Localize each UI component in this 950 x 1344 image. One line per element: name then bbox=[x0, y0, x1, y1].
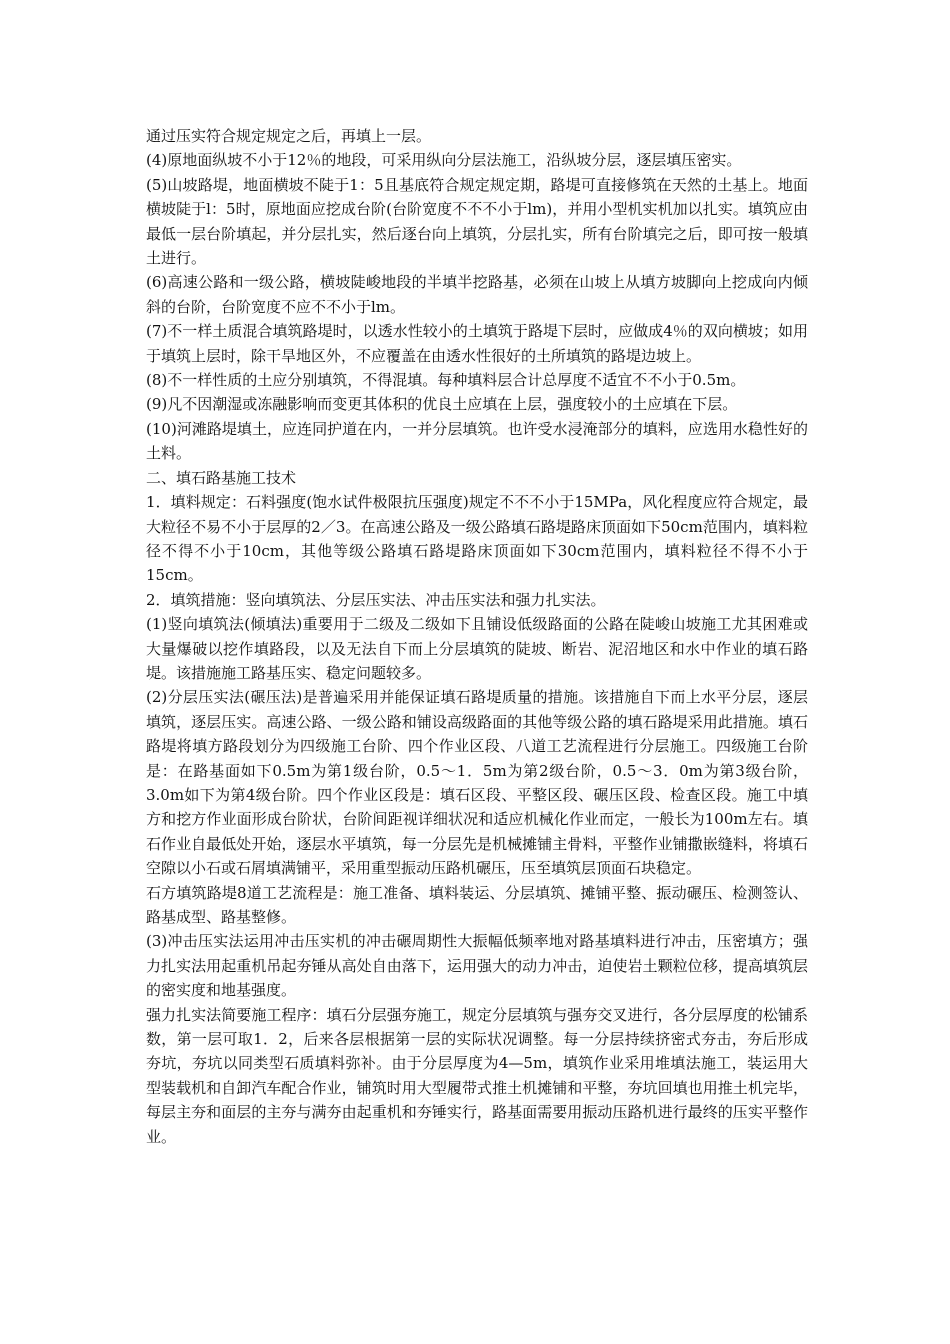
paragraph-compaction-procedure: 强力扎实法简要施工程序：填石分层强夯施工，规定分层填筑与强夯交叉进行，各分层厚度的松铺系数，第一层可取1．2，后来各层根据第一层的实际状况调整。每一分层持续挤密式夯击，夯后形成夯坑，夯坑以同类型石质填料弥补。由于分层厚度为4—5m，填筑作业采用堆填法施工，装运用大型装载机和自卸汽车配合作业，铺筑时用大型履带式推土机摊铺和平整，夯坑回填也用推土机完毕，每层主夯和面层的主夯与满夯由起重机和夯锤实行，路基面需要用振动压路机进行最终的压实平整作业。 bbox=[146, 1005, 808, 1146]
paragraph-item-7: (7)不一样土质混合填筑路堤时，以透水性较小的土填筑于路堤下层时，应做成4％的双向横坡；如用于填筑上层时，除干旱地区外，不应覆盖在由透水性很好的土所填筑的路堤边坡上。 bbox=[146, 322, 808, 365]
paragraph-continuation: 通过压实符合规定规定之后，再填上一层。 bbox=[146, 127, 432, 145]
paragraph-item-5: (5)山坡路堤，地面横坡不陡于1：5且基底符合规定规定期，路堤可直接修筑在天然的土基上。地面横坡陡于l：5时，原地面应挖成台阶(台阶宽度不不不小于lm)，并用小型机实机加以扎实。填筑应由最低一层台阶填起，并分层扎实，然后逐台向上填筑，分层扎实，所有台阶填完之后，即可按一般填土进行。 bbox=[146, 175, 808, 268]
paragraph-item-10: (10)河滩路堤填土，应连同护道在内，一并分层填筑。也许受水浸淹部分的填料，应选用水稳性好的土料。 bbox=[146, 419, 808, 463]
paragraph-process-flow: 石方填筑路堤8道工艺流程是：施工准备、填料装运、分层填筑、摊铺平整、振动碾压、检测签认、路基成型、路基整修。 bbox=[146, 883, 808, 926]
paragraph-item-6: (6)高速公路和一级公路，横坡陡峻地段的半填半挖路基，必须在山坡上从填方坡脚向上挖成向内倾斜的台阶，台阶宽度不应不不小于lm。 bbox=[146, 273, 808, 316]
paragraph-item-9: (9)凡不因潮湿或冻融影响而变更其体积的优良土应填在上层，强度较小的土应填在下层。 bbox=[146, 395, 738, 414]
paragraph-fill-methods: 2．填筑措施：竖向填筑法、分层压实法、冲击压实法和强力扎实法。 bbox=[146, 590, 606, 609]
paragraph-method-3: (3)冲击压实法运用冲击压实机的冲击碾周期性大振幅低频率地对路基填料进行冲击，压密填方；强力扎实法用起重机吊起夯锤从高处自由落下，运用强大的动力冲击，迫使岩土颗粒位移，提高填筑层的密实度和地基强度。 bbox=[146, 932, 808, 1000]
paragraph-fill-requirements: 1．填料规定：石料强度(饱水试件极限抗压强度)规定不不不小于15MPa，风化程度应符合规定，最大粒径不易不小于层厚的2／3。在高速公路及一级公路填石路堤路床顶面如下50cm范围内，填料粒径不得不小于10cm，其他等级公路填石路堤路床顶面如下30cm范围内，填料粒径不得不小于15cm。 bbox=[146, 493, 808, 585]
paragraph-item-8: (8)不一样性质的土应分别填筑，不得混填。每种填料层合计总厚度不适宜不不小于0.5m。 bbox=[146, 371, 746, 390]
paragraph-method-1: (1)竖向填筑法(倾填法)重要用于二级及二级如下且铺设低级路面的公路在陡峻山坡施工尤其困难或大量爆破以挖作填路段，以及无法自下而上分层填筑的陡坡、断岩、泥沼地区和水中作业的填石路堤。该措施施工路基压实、稳定问题较多。 bbox=[146, 615, 808, 682]
paragraph-method-2: (2)分层压实法(碾压法)是普遍采用并能保证填石路堤质量的措施。该措施自下而上水平分层，逐层填筑，逐层压实。高速公路、一级公路和铺设高级路面的其他等级公路的填石路堤采用此措施。填石路堤将填方路段划分为四级施工台阶、四个作业区段、八道工艺流程进行分层施工。四级施工台阶是：在路基面如下0.5m为第1级台阶，0.5～1．5m为第2级台阶，0.5～3．0m为第3级台阶，3.0m如下为第4级台阶。四个作业区段是：填石区段、平整区段、碾压区段、检查区段。施工中填方和挖方作业面形成台阶状，台阶间距视详细状况和适应机械化作业而定，一般长为100m左右。填石作业自最低处开始，逐层水平填筑，每一分层先是机械摊铺主骨料，平整作业铺撒嵌缝料，将填石空隙以小石或石屑填满铺平，采用重型振动压路机碾压，压至填筑层顶面石块稳定。 bbox=[146, 688, 808, 878]
paragraph-item-4: (4)原地面纵坡不小于12％的地段，可采用纵向分层法施工，沿纵坡分层，逐层填压密实。 bbox=[146, 151, 742, 170]
section-heading: 二、填石路基施工技术 bbox=[146, 468, 297, 487]
document-page bbox=[146, 124, 808, 1149]
